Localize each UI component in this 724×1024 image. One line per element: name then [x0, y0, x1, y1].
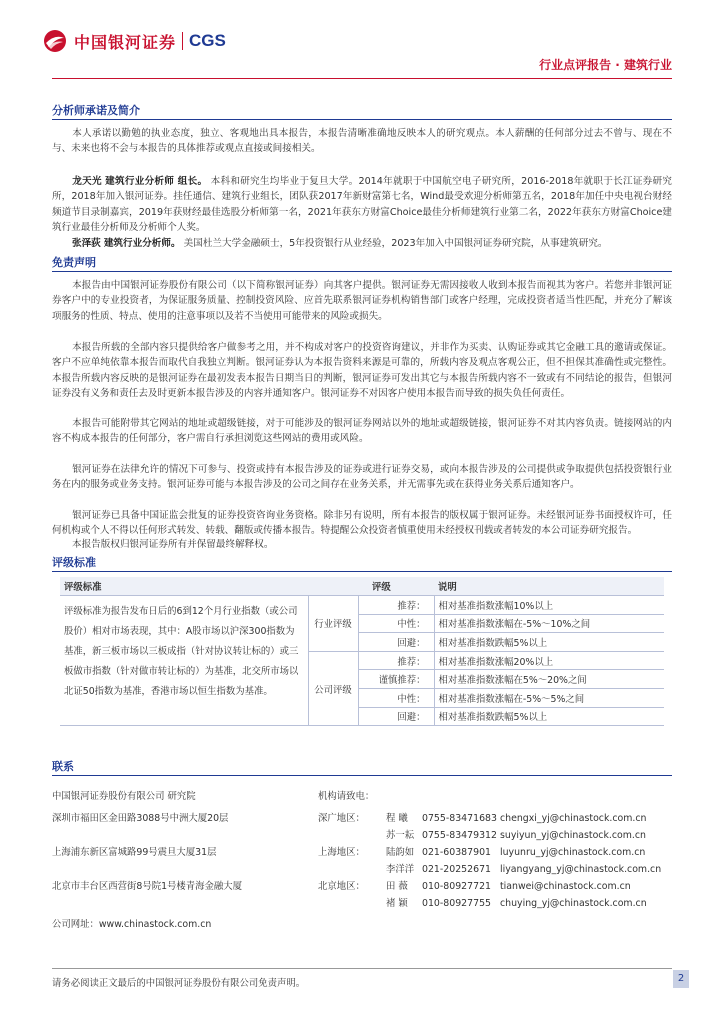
disclaimer-p6-text: 本报告版权归银河证券所有并保留最终解释权。: [72, 539, 274, 550]
contact-name: 程 曦: [386, 813, 408, 824]
contact-name: 陆韵如: [386, 847, 415, 858]
header-divider: [52, 78, 672, 79]
rating-standard-description: 评级标准为报告发布日后的6到12个月行业指数（或公司股价）相对市场表现，其中：A股市场以沪深300指数为基准，新三板市场以三板成指（针对协议转让标的）或三板做市指数（针对做市转让标的）为基准，北交所市场以北证50指数为基准，香港市场以恒生指数为基准。: [60, 596, 308, 726]
contact-phone: 010-80927755: [422, 898, 491, 909]
galaxy-logo-icon: [42, 28, 68, 54]
rating-col-desc: 说明: [434, 577, 664, 596]
rating-desc: 相对基准指数涨幅10%以上: [434, 596, 664, 615]
disclaimer-p1-text: 本报告由中国银河证券股份有限公司（以下简称银河证券）向其客户提供。银河证券无需因接收人收到本报告而视其为客户。若您并非银河证券客户中的专业投资者，为保证服务质量、控制投资风险、应首先联系银河证券机构销售部门或客户经理，完成投资者适当性匹配，并充分了解该项服务的性质、特点、使用的注意事项以及若不当使用可能带来的风险或损失。: [52, 280, 672, 322]
logo-divider: [182, 32, 183, 50]
table-row: [60, 596, 664, 615]
disclaimer-p6: [52, 537, 672, 552]
analyst-2-name: 张泽荻: [72, 238, 101, 249]
rating-table: [60, 577, 664, 726]
company-rating-group: 公司评级: [308, 651, 358, 725]
contact-email[interactable]: liyangyang_yj@chinastock.com.cn: [500, 864, 662, 875]
region-beijing: 北京地区：: [318, 881, 365, 892]
contact-phone: 0755-83479312: [422, 830, 497, 841]
footer-divider: [52, 968, 672, 969]
rating-level: 中性：: [358, 614, 434, 633]
disclaimer-p5: [52, 508, 672, 539]
rating-desc: 相对基准指数涨幅在5%～20%之间: [434, 670, 664, 689]
rating-header-row: [60, 577, 664, 596]
analyst-section-title: 分析师承诺及简介: [52, 104, 672, 120]
contact-name: 田 薇: [386, 881, 408, 892]
analyst-1-bio: [52, 174, 672, 236]
rating-level: 推荐：: [358, 651, 434, 670]
rating-level: 回避：: [358, 633, 434, 652]
contact-email[interactable]: luyunru_yj@chinastock.com.cn: [500, 847, 646, 858]
disclaimer-p2-text: 本报告所载的全部内容只提供给客户做参考之用，并不构成对客户的投资咨询建议，并非作为买卖、认购证券或其它金融工具的邀请或保证。客户不应单纯依靠本报告而取代自我独立判断。银河证券认为本报告资料来源是可靠的，所载内容及观点客观公正，但不担保其准确性或完整性。本报告所载内容反映的是银河证券在最初发表本报告日期当日的判断，银河证券可发出其它与本报告所载内容不一致或有不同结论的报告，但银河证券没有义务和责任去及时更新本报告涉及的内容并通知客户。银河证券不对因客户使用本报告而导致的损失负任何责任。: [52, 342, 672, 400]
contact-name: 褚 颖: [386, 898, 408, 909]
disclaimer-p3: [52, 416, 672, 447]
rating-desc: 相对基准指数涨幅20%以上: [434, 651, 664, 670]
disclaimer-p1: [52, 278, 672, 324]
rating-desc: 相对基准指数跌幅5%以上: [434, 707, 664, 726]
address-beijing: 北京市丰台区西营街8号院1号楼青海金融大厦: [52, 881, 243, 892]
analyst-1-name: 龙天光: [72, 176, 102, 187]
industry-rating-group: 行业评级: [308, 596, 358, 652]
address-shenzhen: 深圳市福田区金田路3088号中洲大厦20层: [52, 813, 229, 824]
disclaimer-p5-text: 银河证券已具备中国证监会批复的证券投资咨询业务资格。除非另有说明，所有本报告的版权属于银河证券。未经银河证券书面授权许可，任何机构或个人不得以任何形式转发、转载、翻版或传播本报告。特提醒公众投资者慎重使用未经授权刊载或者转发的本公司证券研究报告。: [52, 510, 672, 537]
rating-level: 中性：: [358, 689, 434, 708]
contact-name: 苏一耘: [386, 830, 415, 841]
contact-phone: 0755-83471683: [422, 813, 497, 824]
region-shenzhen: 深广地区：: [318, 813, 365, 824]
logo-english-name: CGS: [189, 31, 226, 50]
rating-desc: 相对基准指数跌幅5%以上: [434, 633, 664, 652]
contact-phone: 021-20252671: [422, 864, 491, 875]
rating-level: 推荐：: [358, 596, 434, 615]
rating-level: 谨慎推荐：: [358, 670, 434, 689]
rating-col-standard: 评级标准: [60, 577, 308, 596]
rating-col-level: 评级: [308, 577, 434, 596]
contact-phone: 021-60387901: [422, 847, 491, 858]
contact-email[interactable]: chuying_yj@chinastock.com.cn: [500, 898, 647, 909]
rating-level: 回避：: [358, 707, 434, 726]
analyst-1-bio-text: 本科和研究生均毕业于复旦大学。2014年就职于中国航空电子研究所，2016-2018年就职于长江证券研究所，2018年加入银河证券。挂任通信、建筑行业组长，团队获2017年新财富第七名，Wind最受欢迎分析师第五名，2018年加任中央电视台财经频道节目录制嘉宾，2019年获财经最佳选股分析师第一名，2021年获东方财富Choice最佳分析师建筑行业第二名，2022年获东方财富Choice建筑行业最佳分析师及分析师个人奖。: [52, 176, 672, 234]
analyst-2-bio-text: 美国杜兰大学金融硕士，5年投资银行从业经验，2023年加入中国银河证券研究院，从事建筑研究。: [183, 238, 608, 249]
page-header: [0, 0, 724, 80]
contact-email[interactable]: tianwei@chinastock.com.cn: [500, 881, 631, 892]
sales-header: 机构请致电：: [318, 791, 375, 802]
rating-desc: 相对基准指数涨幅在-5%～5%之间: [434, 689, 664, 708]
footer-disclaimer-note: 请务必阅读正文最后的中国银河证券股份有限公司免责声明。: [52, 978, 306, 989]
page-number: 2: [673, 970, 689, 988]
disclaimer-p3-text: 本报告可能附带其它网站的地址或超级链接，对于可能涉及的银河证券网站以外的地址或超级链接，银河证券不对其内容负责。链接网站的内容不构成本报告的任何部分，客户需自行承担浏览这些网站的费用或风险。: [52, 418, 672, 445]
disclaimer-p4: [52, 462, 672, 493]
logo-chinese-name: 中国银河证券: [74, 32, 177, 52]
contact-email[interactable]: suyiyun_yj@chinastock.com.cn: [500, 830, 646, 841]
rating-desc: 相对基准指数涨幅在-5%～10%之间: [434, 614, 664, 633]
contact-name: 李洋洋: [386, 864, 415, 875]
address-shanghai: 上海浦东新区富城路99号震旦大厦31层: [52, 847, 217, 858]
analyst-statement-text: 本人承诺以勤勉的执业态度，独立、客观地出具本报告，本报告清晰准确地反映本人的研究观点。本人薪酬的任何部分过去不曾与、现在不与、未来也将不会与本报告的具体推荐或观点直接或间接相关。: [52, 128, 672, 155]
contact-email[interactable]: chengxi_yj@chinastock.com.cn: [500, 813, 647, 824]
disclaimer-p4-text: 银河证券在法律允许的情况下可参与、投资或持有本报告涉及的证券或进行证券交易，或向本报告涉及的公司提供或争取提供包括投资银行业务在内的服务或业务支持。银河证券可能与本报告涉及的公司之间存在业务关系，并无需事先或在获得业务关系后通知客户。: [52, 464, 672, 491]
report-type-label: 行业点评报告 · 建筑行业: [539, 58, 672, 72]
disclaimer-p2: [52, 340, 672, 402]
contact-phone: 010-80927721: [422, 881, 491, 892]
contact-section-title: 联系: [52, 760, 672, 776]
company-logo: [42, 28, 226, 54]
analyst-1-title: 建筑行业分析师 组长。: [105, 176, 208, 187]
company-name: 中国银河证券股份有限公司 研究院: [52, 791, 196, 802]
analyst-2-title: 建筑行业分析师。: [103, 238, 181, 249]
company-website: 公司网址：www.chinastock.com.cn: [52, 919, 212, 930]
region-shanghai: 上海地区：: [318, 847, 365, 858]
analyst-2-bio: [52, 236, 672, 251]
rating-section-title: 评级标准: [52, 556, 672, 572]
analyst-statement: [52, 126, 672, 157]
disclaimer-section-title: 免责声明: [52, 256, 672, 272]
